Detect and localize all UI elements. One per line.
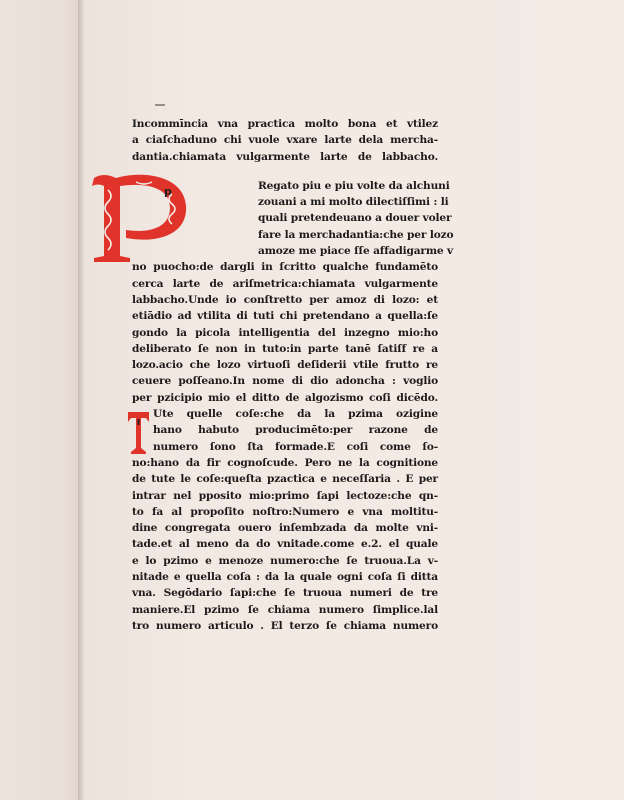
text-line: labbacho.Unde io conſtretto per amoz di lozo: et: [132, 293, 438, 306]
text-line: lozo.acio che lozo virtuoſi deſiderii vtile frutto re: [132, 359, 438, 372]
text-line: Regato piu e piu volte da alchuni: [258, 179, 450, 192]
heading-line: a ciaſchaduno chi vuole vxare larte dela mercha-: [132, 134, 438, 147]
text-line: cerca larte de ariſmetrica:chiamata vulgarmente: [132, 277, 438, 290]
text-line: per pzicipio mio el ditto de algozismo coſi dicēdo.: [132, 391, 438, 404]
text-line: ceuere poſſeano.In nome di dio adoncha : voglio: [132, 375, 438, 388]
text-line: tade.et al meno da do vnitade.come e.2. el quale: [132, 538, 438, 551]
text-line: gondo la picola intelligentia del inzegno mio:ho: [132, 326, 438, 339]
text-line: zouani a mi molto dilectiſſimi : li: [258, 196, 449, 209]
text-line: nitade e quella coſa : da la quale ogni coſa ſi ditta: [132, 571, 438, 584]
text-line: etiādio ad vtilita di tuti chi pretendano a quella:ſe: [132, 310, 438, 323]
text-line: to fa al propoſito noſtro:Numero e vna moltitu-: [132, 505, 438, 518]
text-line: hano habuto producimēto:per razone de: [153, 424, 438, 437]
text-line: no:hano da fir cognoſcude. Pero ne la cognitione: [132, 456, 438, 469]
text-line: tro numero articulo . El terzo ſe chiama numero: [132, 619, 438, 632]
text-line: intrar nel pposito mio:primo ſapi lectoze:che qn-: [132, 489, 438, 502]
text-line: amoze me piace ſſe affadigarme v: [258, 245, 454, 258]
facing-page-edge: [0, 0, 78, 800]
text-column: [132, 116, 454, 634]
text-line: de tute le coſe:queſta pzactica e neceſſaria . E per: [132, 473, 438, 486]
ink-mark: [155, 104, 165, 106]
text-line: dine congregata ouero inſembzada da molte vni-: [132, 522, 438, 535]
heading-line: dantia.chiamata vulgarmente larte de labbacho.: [132, 150, 438, 163]
text-line: e lo pzimo e menoze numero:che ſe truoua.La v-: [132, 554, 438, 567]
text-line: quali pretendeuano a douer voler: [258, 212, 452, 225]
text-line: deliberato ſe non in tuto:in parte tanē ſatiſf re a: [132, 342, 438, 355]
text-line: numero ſono ſta formade.E coſi come ſo-: [153, 440, 438, 453]
text-line: fare la merchadantia:che per lozo: [258, 228, 454, 241]
guide-letter: p: [164, 185, 172, 198]
text-line: maniere.El pzimo ſe chiama numero ſimplice.lal: [132, 603, 438, 616]
text-line: Ute quelle coſe:che da la pzima ozigine: [153, 408, 438, 421]
text-line: no puocho:de dargli in ſcritto qualche fundamēto: [132, 261, 438, 274]
heading-line: Incommīncia vna practica molto bona et vtilez: [132, 118, 438, 130]
text-line: vna. Segōdario ſapi:che ſe truoua numeri de tre: [132, 587, 438, 600]
